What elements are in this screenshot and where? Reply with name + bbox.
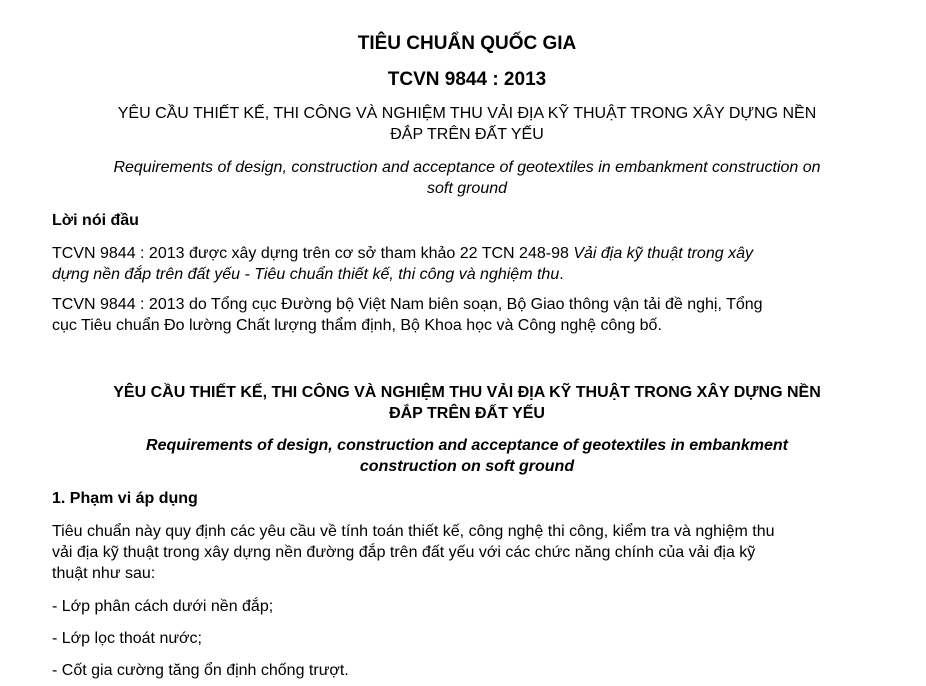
paragraph-line: vải địa kỹ thuật trong xây dựng nền đường đắp trên đất yếu với các chức năng chính của vải địa kỹ	[52, 544, 756, 561]
standard-label: TIÊU CHUẨN QUỐC GIA	[357, 33, 577, 54]
scope-paragraph	[52, 521, 882, 584]
document-title-vi	[52, 103, 882, 145]
standard-code: TCVN 9844 : 2013	[387, 69, 547, 90]
section-title-vi-line: ĐẮP TRÊN ĐẤT YẾU	[389, 405, 545, 422]
reference-title-text: Vải địa kỹ thuật trong xây	[573, 245, 753, 262]
paragraph-text: .	[559, 266, 564, 283]
document-title-en	[52, 157, 882, 199]
document-title-vi-line: YÊU CẦU THIẾT KẾ, THI CÔNG VÀ NGHIỆM THU VẢI ĐỊA KỸ THUẬT TRONG XÂY DỰNG NỀN	[117, 105, 817, 122]
list-item: - Lớp lọc thoát nước;	[52, 630, 202, 647]
paragraph-line	[52, 264, 882, 285]
document-title-vi-line: ĐẮP TRÊN ĐẤT YẾU	[390, 126, 544, 143]
paragraph-line	[52, 243, 882, 264]
paragraph-line: TCVN 9844 : 2013 do Tổng cục Đường bộ Việt Nam biên soạn, Bộ Giao thông vận tải đề nghị, Tổng	[52, 296, 763, 313]
section-title-vi	[52, 382, 882, 424]
section-title-en-line: construction on soft ground	[359, 458, 575, 475]
section-title-en-line: Requirements of design, construction and acceptance of geotextiles in embankment	[146, 437, 788, 454]
list-item: - Lớp phân cách dưới nền đắp;	[52, 598, 274, 615]
list-item: - Cốt gia cường tăng ổn định chống trượt.	[52, 662, 349, 679]
paragraph-line: Tiêu chuẩn này quy định các yêu cầu về tính toán thiết kế, công nghệ thi công, kiểm tra và nghiệm thu	[52, 523, 775, 540]
section-title-en	[52, 435, 882, 477]
paragraph-line: cục Tiêu chuẩn Đo lường Chất lượng thẩm định, Bộ Khoa học và Công nghệ công bố.	[52, 317, 662, 334]
reference-title-text: dựng nền đắp trên đất yếu - Tiêu chuẩn thiết kế, thi công và nghiệm thu	[52, 266, 560, 283]
foreword-paragraph-1	[52, 243, 882, 285]
document-title-en-line: Requirements of design, construction and acceptance of geotextiles in embankment construction on	[113, 159, 821, 176]
paragraph-text: TCVN 9844 : 2013 được xây dựng trên cơ sở tham khảo 22 TCN 248-98	[52, 245, 574, 262]
foreword-paragraph-2	[52, 294, 882, 336]
paragraph-line: thuật như sau:	[52, 565, 156, 582]
scope-heading: 1. Phạm vi áp dụng	[52, 490, 198, 507]
document-title-en-line: soft ground	[426, 180, 508, 197]
section-title-vi-line: YÊU CẦU THIẾT KẾ, THI CÔNG VÀ NGHIỆM THU VẢI ĐỊA KỸ THUẬT TRONG XÂY DỰNG NỀN	[113, 384, 821, 401]
foreword-heading: Lời nói đầu	[52, 212, 139, 229]
